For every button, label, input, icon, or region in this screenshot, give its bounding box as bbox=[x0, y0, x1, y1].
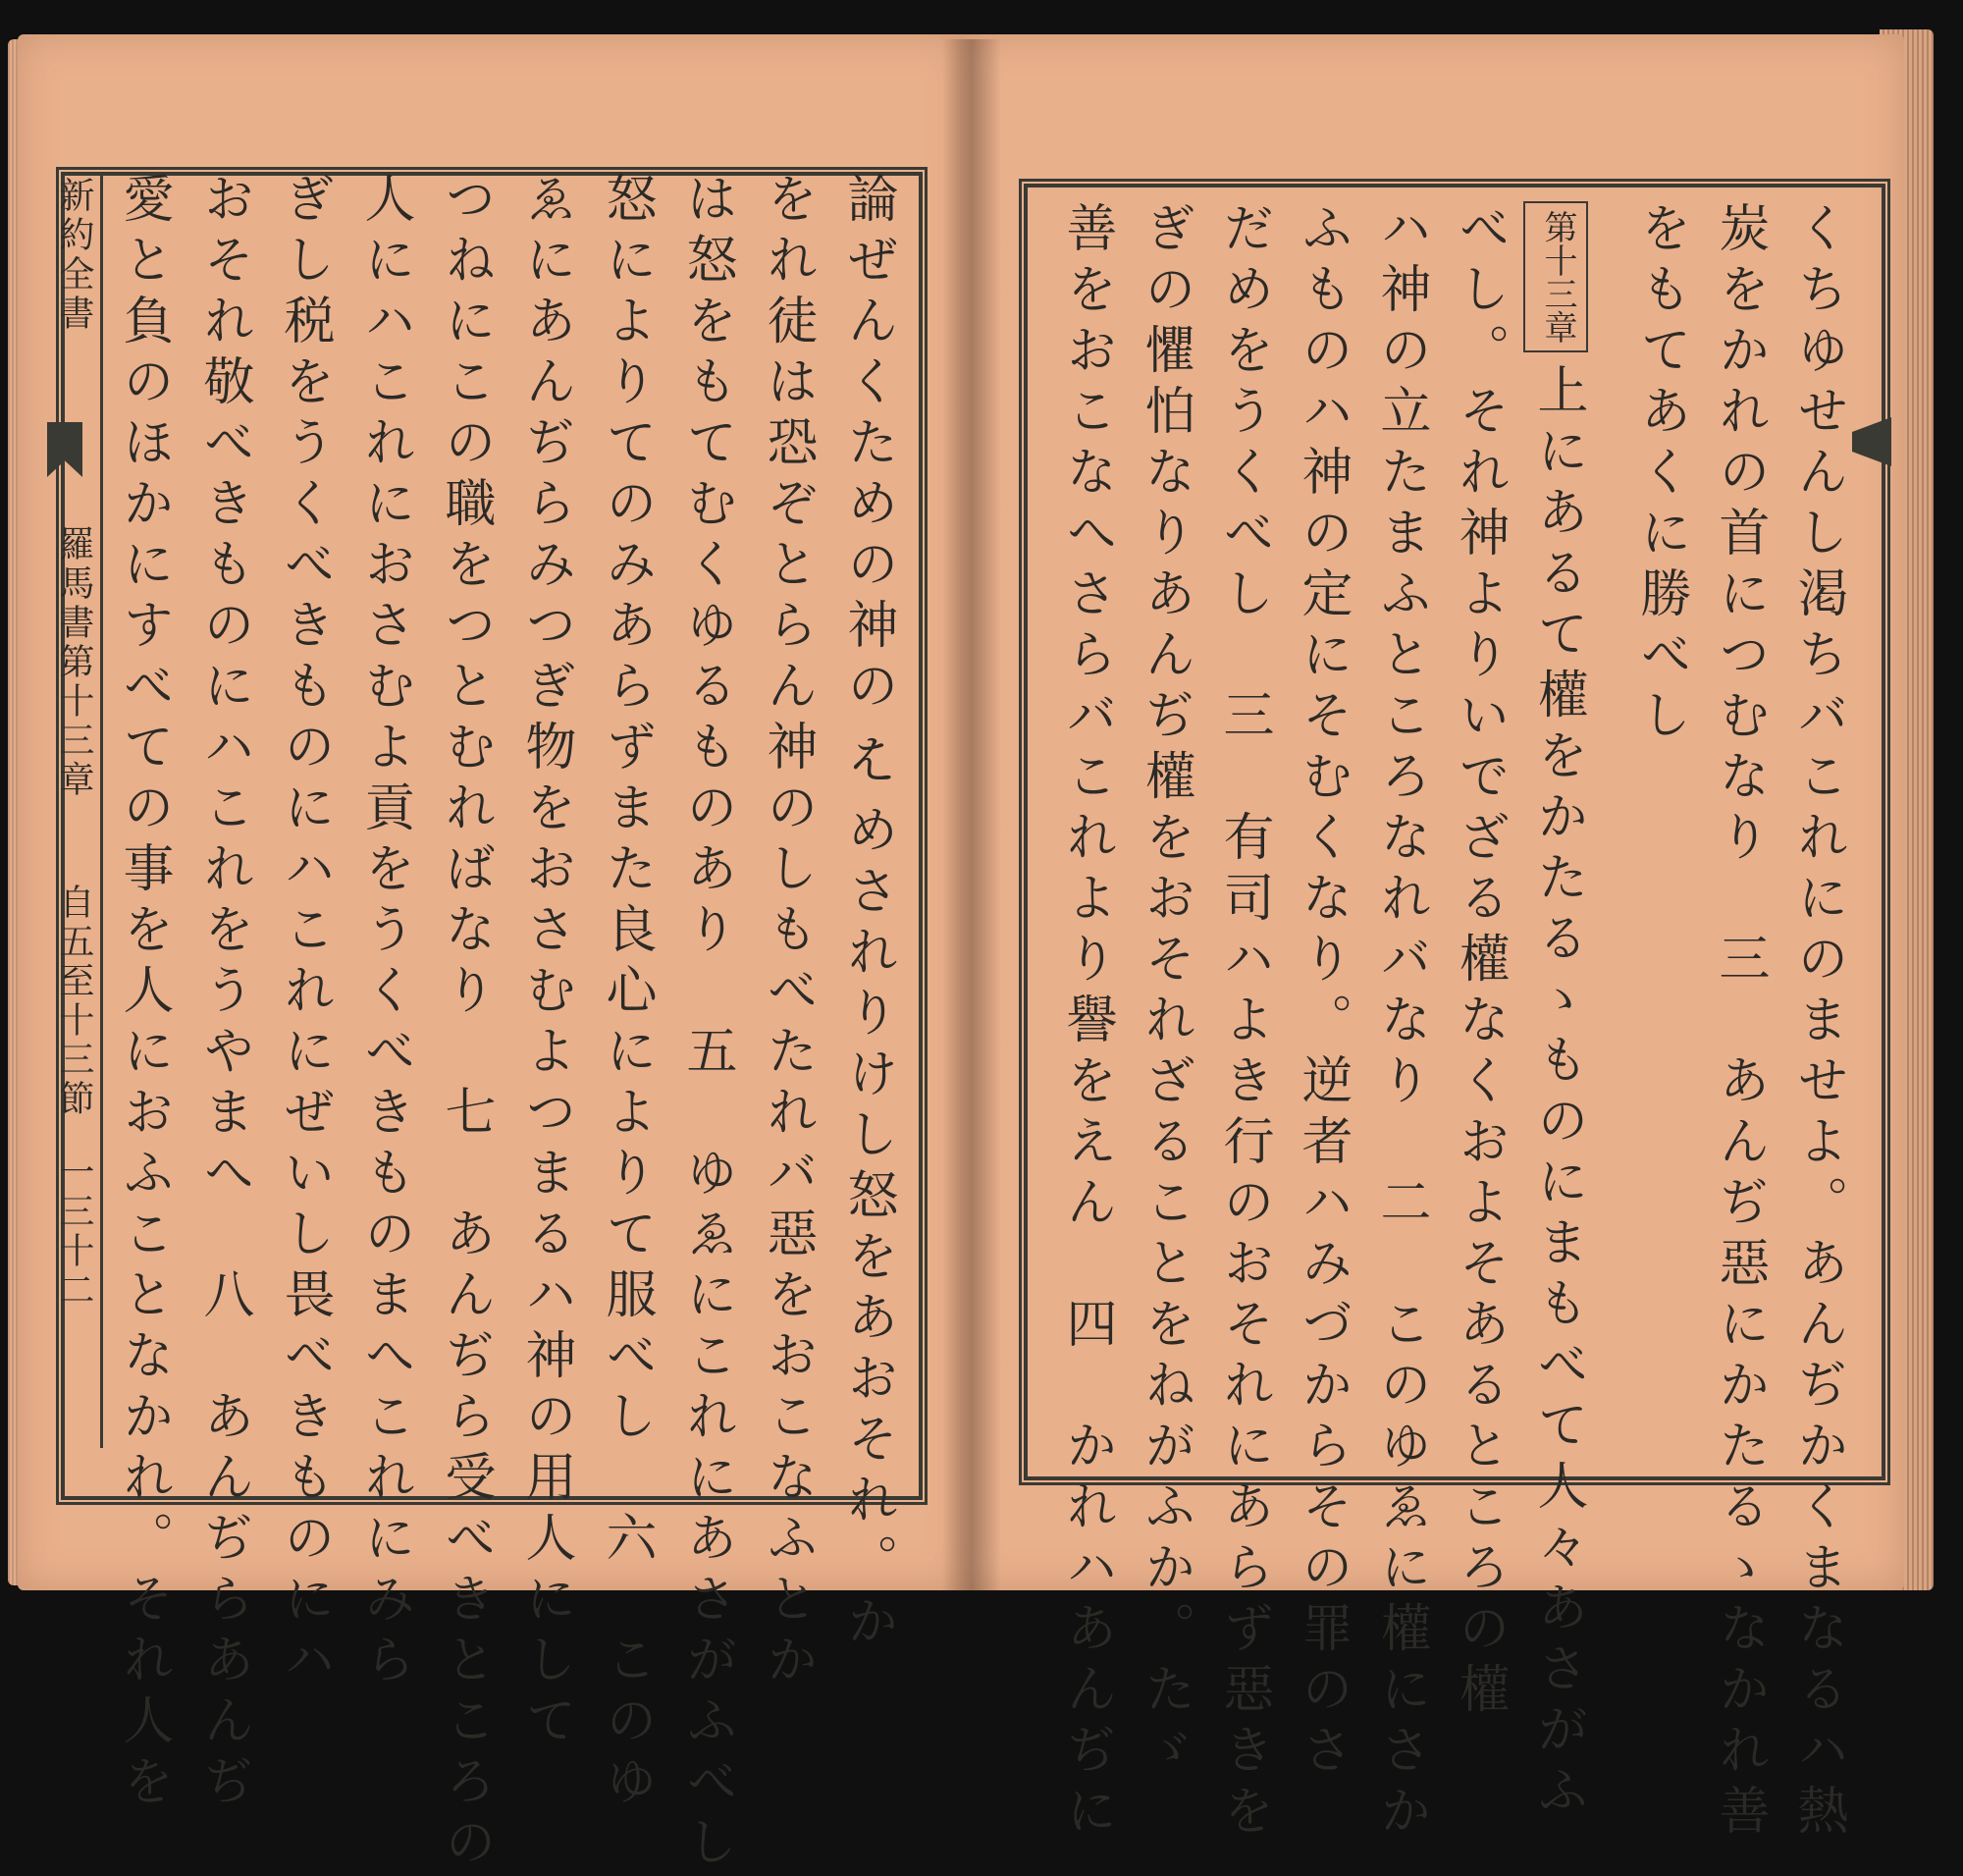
left-text-column-8: ぎし税をうくべきものにハこれにぜいし畏べきものにハ bbox=[275, 172, 334, 1693]
right-text-column-10: 善をおこなへさらバこれより譽をえん 四 かれハあんぢに bbox=[1057, 201, 1116, 1845]
left-text-column-10: 愛と負のほかにすべての事を人におふことなかれ。それ人を bbox=[114, 172, 173, 1815]
right-text-column-5: べし。それ神よりいでざる權なくおよそあるところの權 bbox=[1450, 201, 1509, 1723]
right-text-column-6: ハ神の立たまふところなれバなり 二 このゆゑに權にさか bbox=[1371, 201, 1430, 1845]
right-text-column-7: ふものハ神の定にそむくなり。逆者ハみづからその罪のさ bbox=[1293, 201, 1352, 1784]
left-text-column-3: は怒をもてむくゆるものあり 五 ゆゑにこれにあさがふべし bbox=[677, 172, 736, 1876]
right-text-column-2: 炭をかれの首につむなり 三 あんぢ惡にかたるゝなかれ善 bbox=[1710, 201, 1769, 1845]
left-margin-column bbox=[41, 172, 103, 1448]
left-text-column-2: をれ徒は恐ぞとらん神のしもべたれバ惡をおこなふとか bbox=[758, 172, 817, 1693]
right-text-column-1: くちゆせんし渇ちバこれにのませよ。あんぢかくまなるハ熱 bbox=[1788, 201, 1847, 1845]
right-text-column-8: だめをうくべし 三 有司ハよき行のおそれにあらず惡きを bbox=[1214, 201, 1273, 1845]
verse-range: 自五至十三節 bbox=[54, 884, 94, 1119]
page-number: 一三十二 bbox=[54, 1153, 94, 1311]
fish-tail-mark-icon bbox=[47, 422, 82, 477]
chapter-label: 羅馬書第十三章 bbox=[54, 525, 94, 800]
left-text-column-5: ゑにあんぢらみつぎ物をおさむよつまるハ神の用人にして bbox=[516, 172, 575, 1754]
left-text-column-4: 怒によりてのみあらずまた良心によりて服べし 六 このゆ bbox=[597, 172, 656, 1815]
right-text-column-9: ぎの懼怕なりあんぢ權をおそれざることをねがふか。たゞ bbox=[1136, 201, 1194, 1784]
book-spine bbox=[942, 39, 1001, 1590]
left-text-column-7: 人にハこれにおさむよ貢をうくべきものまへこれにみら bbox=[355, 172, 414, 1693]
right-text-column-3: をもてあくに勝べし bbox=[1631, 201, 1690, 749]
book-title: 新約全書 bbox=[54, 177, 94, 334]
chapter-heading: 第十三章 bbox=[1523, 201, 1588, 352]
left-text-column-6: つねにこの職をつとむればなり 七 あんぢら受べきところの bbox=[436, 172, 495, 1876]
right-text-column-4: 上にあるて權をかたるゝものにまもべて人々あさがふ bbox=[1528, 363, 1587, 1824]
left-text-column-1: 論ぜんくための神の𛂦めされりけし怒をあおそれ。か bbox=[838, 172, 897, 1655]
left-text-column-9: おそれ敬べきものにハこれをうやまへ 八 あんぢらあんぢ bbox=[194, 172, 253, 1815]
